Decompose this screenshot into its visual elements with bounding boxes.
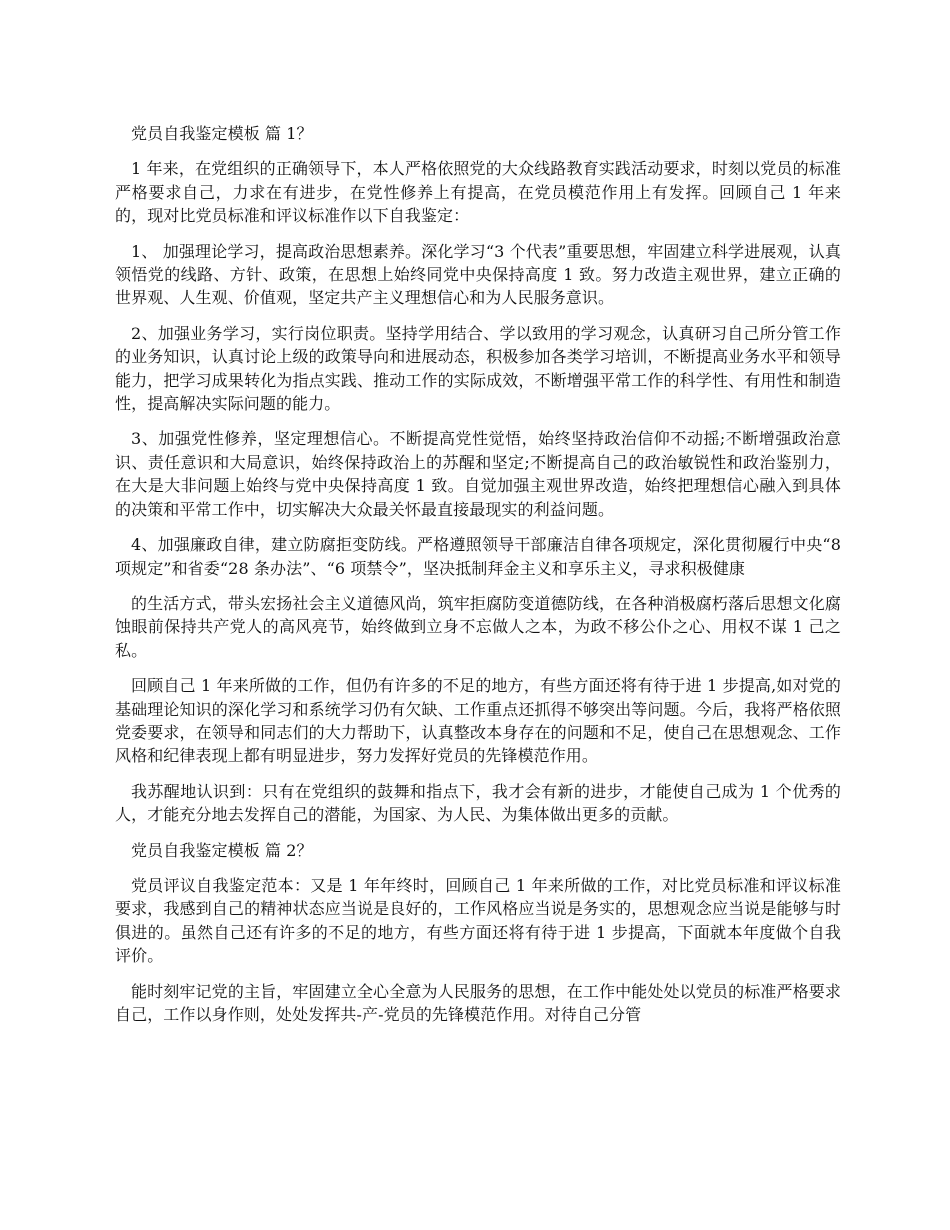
section-1-paragraph-lifestyle: 的生活方式，带头宏扬社会主义道德风尚，筑牢拒腐防变道德防线，在各种消极腐朽落后思想文化腐蚀眼前保持共产党人的高风亮节，始终做到立身不忘做人之本，为政不移公仆之心、用权不谋 1 己之私。 (115, 593, 841, 660)
section-1-paragraph-intro: 1 年来，在党组织的正确领导下，本人严格依照党的大众线路教育实践活动要求，时刻以党员的标准严格要求自己，力求在有进步，在党性修养上有提高，在党员模范作用上有发挥。回顾自己 1 年来的，现对比党员标准和评议标准作以下自我鉴定： (115, 159, 841, 226)
section-1-paragraph-business: 2、加强业务学习，实行岗位职责。坚持学用结合、学以致用的学习观念，认真研习自己所分管工作的业务知识，认真讨论上级的政策导向和进展动态，积极参加各类学习培训，不断提高业务水平和领导能力，把学习成果转化为指点实践、推动工作的实际成效，不断增强平常工作的科学性、有用性和制造性，提高解决实际问题的能力。 (115, 323, 841, 414)
section-2-paragraph-intro: 党员评议自我鉴定范本：又是 1 年年终时，回顾自己 1 年来所做的工作，对比党员标准和评议标准要求，我感到自己的精神状态应当说是良好的，工作风格应当说是务实的，思想观念应当说是能够与时俱进的。虽然自己还有许多的不足的地方，有些方面还将有待于进 1 步提高，下面就本年度做个自我评价。 (115, 875, 841, 966)
section-1-heading: 党员自我鉴定模板 篇 1？ (131, 124, 313, 143)
section-1-paragraph-theory: 1、 加强理论学习，提高政治思想素养。深化学习“3 个代表”重要思想，牢固建立科学进展观，认真领悟党的线路、方针、政策，在思想上始终同党中央保持高度 1 致。努力改造主观世界，建立正确的世界观、人生观、价值观，坚定共产主义理想信心和为人民服务意识。 (115, 241, 841, 308)
document-page (115, 122, 841, 1038)
section-1-paragraph-review: 回顾自己 1 年来所做的工作，但仍有许多的不足的地方，有些方面还将有待于进 1 步提高,如对党的基础理论知识的深化学习和系统学习仍有欠缺、工作重点还抓得不够突出等问题。今后，我将严格依照党委要求，在领导和同志们的大力帮助下，认真整改本身存在的问题和不足，使自己在思想观念、工作风格和纪律表现上都有明显进步，努力发挥好党员的先锋模范作用。 (115, 676, 841, 766)
section-2-heading: 党员自我鉴定模板 篇 2？ (131, 840, 313, 860)
section-2-paragraph-purpose: 能时刻牢记党的主旨，牢固建立全心全意为人民服务的思想，在工作中能处处以党员的标准严格要求自己，工作以身作则，处处发挥共-产-党员的先锋模范作用。对待自己分管 (115, 981, 841, 1024)
section-1-paragraph-party-spirit: 3、加强党性修养，坚定理想信心。不断提高党性觉悟，始终坚持政治信仰不动摇;不断增强政治意识、责任意识和大局意识，始终保持政治上的苏醒和坚定;不断提高自己的政治敏锐性和政治鉴别力，在大是大非问题上始终与党中央保持高度 1 致。自觉加强主观世界改造，始终把理想信心融入到具体的决策和平常工作中，切实解决大众最关怀最直接最现实的利益问题。 (115, 429, 841, 519)
section-1-paragraph-integrity: 4、加强廉政自律，建立防腐拒变防线。严格遵照领导干部廉洁自律各项规定，深化贯彻履行中央“8 项规定”和省委“28 条办法”、“6 项禁令”，坚决抵制拜金主义和享乐主义，寻求积极健康 (115, 535, 841, 578)
section-1-paragraph-conclusion: 我苏醒地认识到：只有在党组织的鼓舞和指点下，我才会有新的进步，才能使自己成为 1 个优秀的人，才能充分地去发挥自己的潜能，为国家、为人民、为集体做出更多的贡献。 (115, 781, 841, 825)
